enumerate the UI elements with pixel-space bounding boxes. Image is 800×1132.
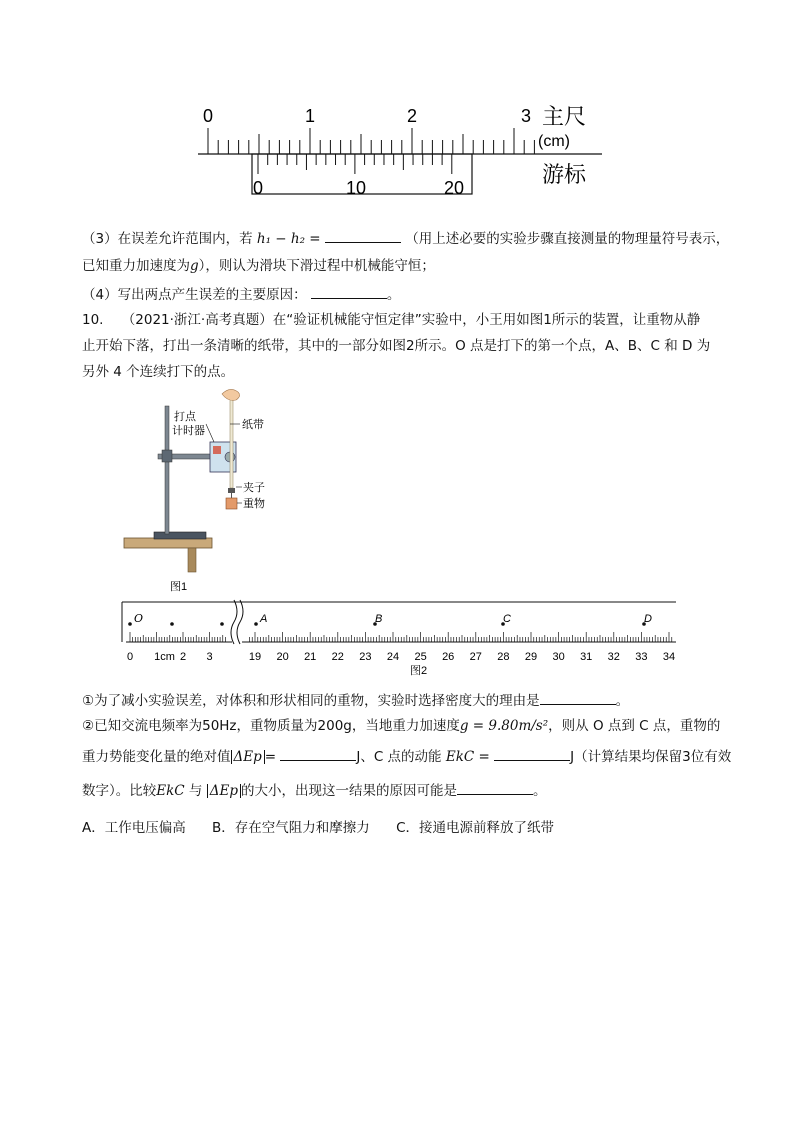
- sub2-eq: =: [264, 749, 277, 765]
- vernier-label-20: 20: [443, 178, 465, 198]
- vernier-label-10: 10: [345, 178, 367, 198]
- q4-answer-blank[interactable]: [311, 284, 387, 299]
- sub2-reason-blank[interactable]: [457, 780, 533, 795]
- ruler-label-right: 30: [552, 651, 565, 663]
- sub-question-1: [82, 690, 629, 711]
- label-clip: 夹子: [243, 482, 265, 494]
- q3-expression: h₁ − h₂ =: [256, 231, 321, 247]
- options-row: [82, 818, 554, 838]
- ruler-label-right: 34: [662, 651, 676, 663]
- ruler-ticks: [130, 632, 672, 642]
- ruler-label-left: 0: [126, 651, 134, 663]
- q3-line2-end: ），则认为滑块下滑过程中机械能守恒；: [198, 258, 435, 274]
- timer-magnet: [213, 446, 221, 454]
- sub2-a: ②已知交流电频率为50Hz，重物质量为200g，当地重力加速度: [82, 718, 460, 734]
- sub2-g-expr: g = 9.80m/s²: [459, 718, 549, 734]
- q3-prefix: （3）在误差允许范围内，若: [82, 231, 253, 247]
- sub2-delta-ep-2: ΔEp: [207, 784, 241, 798]
- point-O: [128, 622, 132, 626]
- q3-g-var: g: [190, 258, 199, 274]
- stand-rod: [165, 406, 169, 534]
- sub2-b: ，则从 O 点到 C 点，重物的: [548, 718, 721, 734]
- ruler-label-right: 26: [442, 651, 455, 663]
- figure-2-tape: [116, 598, 688, 678]
- question-10-line-3: 另外 4 个连续打下的点。: [82, 364, 235, 380]
- ruler-label-left: 2: [179, 651, 187, 663]
- question-4: [82, 284, 400, 305]
- q4-end: 。: [386, 287, 401, 303]
- option-c[interactable]: C．接通电源前释放了纸带: [396, 820, 555, 836]
- label-timer-2: 计时器: [172, 425, 205, 437]
- q10-number: 10.: [82, 312, 104, 328]
- sub2-delta-ep: ΔEp: [231, 750, 265, 764]
- sub2-unit2: J（计算结果均保留3位有效: [570, 749, 732, 765]
- point-label-D: D: [644, 613, 652, 625]
- clamp-boss: [162, 450, 172, 462]
- vernier-scale-ticks: [258, 154, 452, 174]
- question-3-line-1: [82, 228, 729, 249]
- ruler-labels: [127, 651, 675, 663]
- ruler-label-right: 29: [524, 651, 538, 663]
- ruler-label-right: 32: [607, 651, 620, 663]
- main-label-1: 1: [304, 106, 316, 126]
- ruler-label-right: 23: [359, 651, 372, 663]
- ruler-label-right: 27: [469, 651, 482, 663]
- table-top: [124, 538, 212, 548]
- label-timer-1: 打点: [174, 411, 196, 423]
- clip: [228, 488, 235, 493]
- main-scale-title: 主尺: [542, 104, 587, 129]
- weight: [226, 498, 237, 509]
- point-3: [220, 622, 224, 626]
- sub2-ep-blank[interactable]: [280, 746, 356, 761]
- hand-icon: [222, 389, 240, 400]
- sub2-with: 与: [188, 783, 203, 799]
- ruler-label-left: 1cm: [154, 651, 175, 663]
- ruler-label-right: 21: [304, 651, 317, 663]
- label-tape: 纸带: [242, 419, 264, 431]
- break-mark-left: [231, 600, 237, 644]
- ruler-label-right: 20: [276, 651, 289, 663]
- main-label-2: 2: [406, 106, 418, 126]
- main-label-0: 0: [202, 106, 214, 126]
- main-scale-ticks: [208, 128, 534, 154]
- q3-suffix: （用上述必要的实验步骤直接测量的物理量符号表示，: [405, 231, 730, 247]
- ruler-label-right: 19: [248, 651, 262, 663]
- sub1-text: ①为了减小实验误差，对体积和形状相同的重物，实验时选择密度大的理由是: [82, 693, 540, 709]
- point-label-O: O: [134, 612, 144, 625]
- point-2: [170, 622, 174, 626]
- main-label-3: 3: [520, 106, 532, 126]
- point-A: [254, 622, 258, 626]
- stand-base: [154, 532, 206, 539]
- sub2-unit1: J、C 点的动能: [356, 749, 442, 765]
- break-mark-right: [237, 600, 243, 644]
- sub-question-2-line-2: [82, 746, 731, 767]
- sub1-end: 。: [615, 693, 630, 709]
- q4-text: （4）写出两点产生误差的主要原因：: [82, 287, 307, 303]
- vernier-caliper-figure: [190, 98, 610, 210]
- sub2-d: 数字）。比较: [82, 783, 157, 799]
- vernier-label-0: 0: [252, 178, 264, 198]
- sub2-c: 重力势能变化量的绝对值: [82, 749, 231, 765]
- question-10-line-1: [82, 310, 700, 330]
- table-leg: [188, 548, 196, 572]
- figure-1-caption: 图1: [170, 581, 188, 593]
- option-b[interactable]: B．存在空气阻力和摩擦力: [212, 820, 370, 836]
- q3-answer-blank[interactable]: [325, 228, 401, 243]
- sub2-e: 的大小，出现这一结果的原因可能是: [240, 783, 457, 799]
- question-3-line-2: [82, 256, 435, 276]
- ruler-label-right: 31: [580, 651, 593, 663]
- sub-question-2-line-1: [82, 716, 720, 736]
- point-label-B: B: [375, 613, 383, 625]
- ruler-label-left: 3: [206, 651, 213, 663]
- question-10-line-2: 止开始下落，打出一条清晰的纸带，其中的一部分如图2所示。O 点是打下的第一个点，A、B、C 和 D 为: [82, 338, 711, 354]
- point-label-A: A: [260, 613, 268, 625]
- sub1-answer-blank[interactable]: [540, 690, 616, 705]
- ruler-label-right: 33: [635, 651, 648, 663]
- option-a[interactable]: A．工作电压偏高: [82, 820, 186, 836]
- sub2-ekc-2: EkC: [156, 783, 185, 799]
- point-label-C: C: [503, 613, 511, 625]
- vernier-scale-title: 游标: [542, 162, 587, 187]
- label-weight: 重物: [243, 498, 265, 510]
- q3-line2-text: 已知重力加速度为: [82, 258, 190, 274]
- leader-timer: [206, 424, 214, 442]
- ruler-label-right: 22: [331, 651, 344, 663]
- figure-2-caption: 图2: [410, 665, 428, 677]
- figure-1-apparatus: [118, 386, 288, 596]
- sub2-ek-blank[interactable]: [494, 746, 570, 761]
- ruler-label-right: 25: [414, 651, 427, 663]
- sub2-end: 。: [532, 783, 547, 799]
- main-scale-unit: (cm): [538, 133, 570, 150]
- sub-question-2-line-3: [82, 780, 546, 801]
- ruler-label-right: 24: [386, 651, 400, 663]
- q10-line1: （2021·浙江·高考真题）在“验证机械能守恒定律”实验中，小王用如图1所示的装置，让重物从静: [121, 312, 701, 328]
- sub2-ekc: EkC =: [445, 749, 490, 765]
- paper-tape: [230, 396, 233, 488]
- ruler-label-right: 28: [497, 651, 510, 663]
